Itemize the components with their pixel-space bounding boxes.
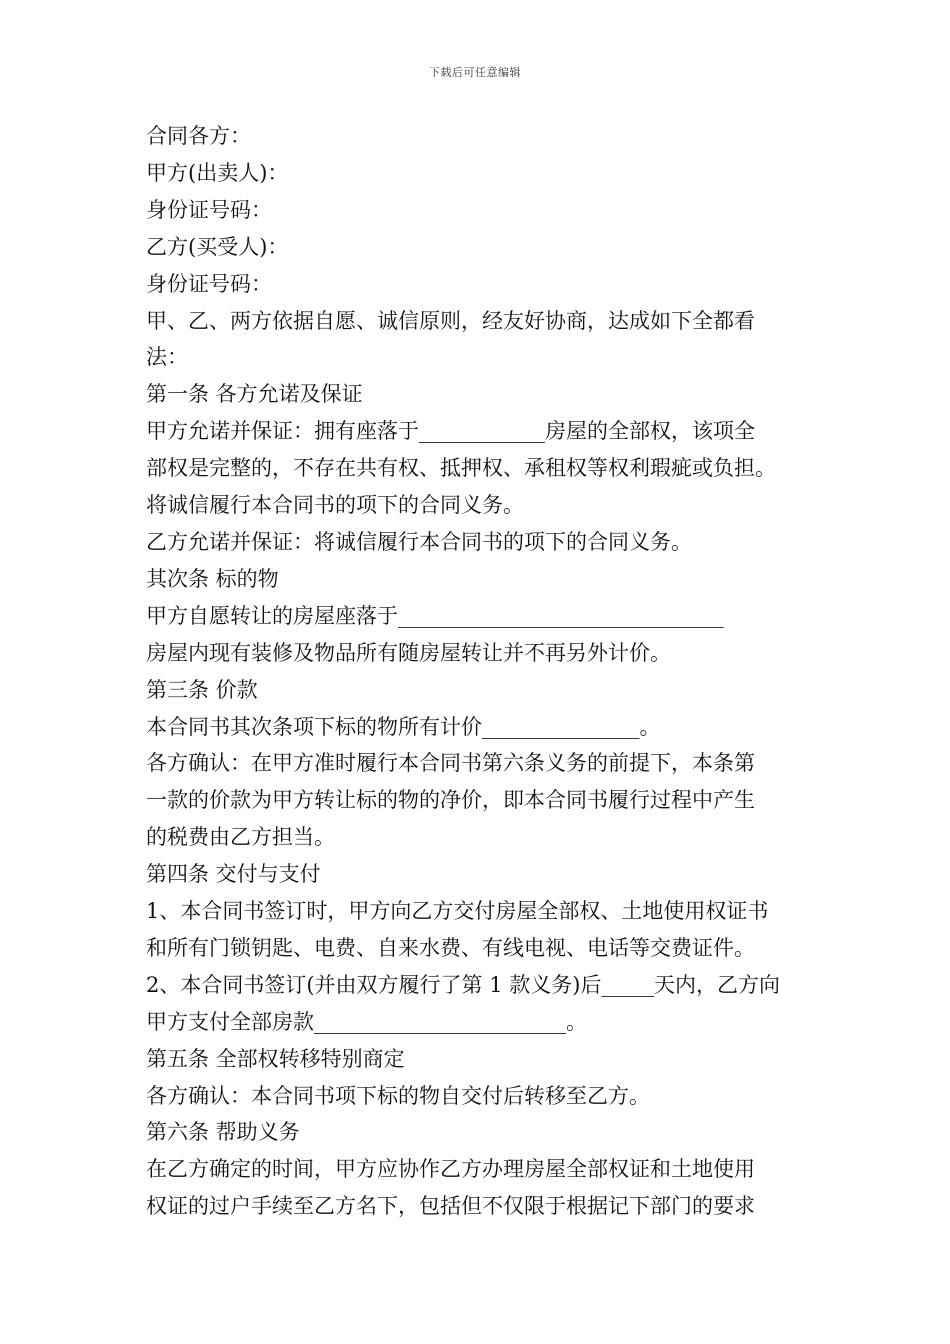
article-2-text: 房屋内现有装修及物品所有随房屋转让并不再另外计价。 [146,640,671,665]
article-4-text: 甲方支付全部房款________________________。 [146,1009,587,1034]
preamble-line: 法： [146,345,188,370]
article-6-text: 在乙方确定的时间，甲方应协作乙方办理房屋全部权证和土地使用 [146,1157,755,1182]
article-3-text: 本合同书其次条项下标的物所有计价_______________。 [146,714,661,739]
party-a-id-line: 身份证号码： [146,197,272,222]
article-5-heading: 第五条 全部权转移特别商定 [146,1046,405,1071]
article-3-text: 一款的价款为甲方转让标的物的净价，即本合同书履行过程中产生 [146,788,755,813]
article-2-heading: 其次条 标的物 [146,566,279,591]
article-1-text: 甲方允诺并保证：拥有座落于____________房屋的全部权，该项全 [146,419,755,444]
party-b-id-line: 身份证号码： [146,271,272,296]
preamble-line: 甲、乙、两方依据自愿、诚信原则，经友好协商，达成如下全都看 [146,308,755,333]
article-3-text: 的税费由乙方担当。 [146,825,335,850]
parties-heading: 合同各方： [146,124,251,148]
article-4-text: 和所有门锁钥匙、电费、自来水费、有线电视、电话等交费证件。 [146,935,755,960]
article-1-heading: 第一条 各方允诺及保证 [146,382,363,407]
article-4-text: 1、本合同书签订时，甲方向乙方交付房屋全部权、土地使用权证书 [146,899,769,924]
page-header: 下载后可任意编辑 [429,66,521,79]
article-6-text: 权证的过户手续至乙方名下，包括但不仅限于根据记下部门的要求 [146,1194,755,1219]
article-3-heading: 第三条 价款 [146,677,258,702]
article-6-heading: 第六条 帮助义务 [146,1120,300,1145]
article-1-text: 部权是完整的，不存在共有权、抵押权、承租权等权利瑕疵或负担。 [146,456,776,481]
article-4-heading: 第四条 交付与支付 [146,862,321,887]
article-1-text: 将诚信履行本合同书的项下的合同义务。 [146,493,524,518]
article-1-text: 乙方允诺并保证：将诚信履行本合同书的项下的合同义务。 [146,529,692,554]
contract-body [146,118,826,1225]
article-3-text: 各方确认：在甲方准时履行本合同书第六条义务的前提下，本条第 [146,751,755,776]
article-2-text: 甲方自愿转让的房屋座落于_______________________________ [146,603,724,628]
article-4-text: 2、本合同书签订(并由双方履行了第 1 款义务)后_____天内，乙方向 [146,972,780,997]
party-a-line: 甲方(出卖人)： [146,160,289,185]
party-b-line: 乙方(买受人)： [146,234,289,259]
article-5-text: 各方确认：本合同书项下标的物自交付后转移至乙方。 [146,1083,650,1108]
